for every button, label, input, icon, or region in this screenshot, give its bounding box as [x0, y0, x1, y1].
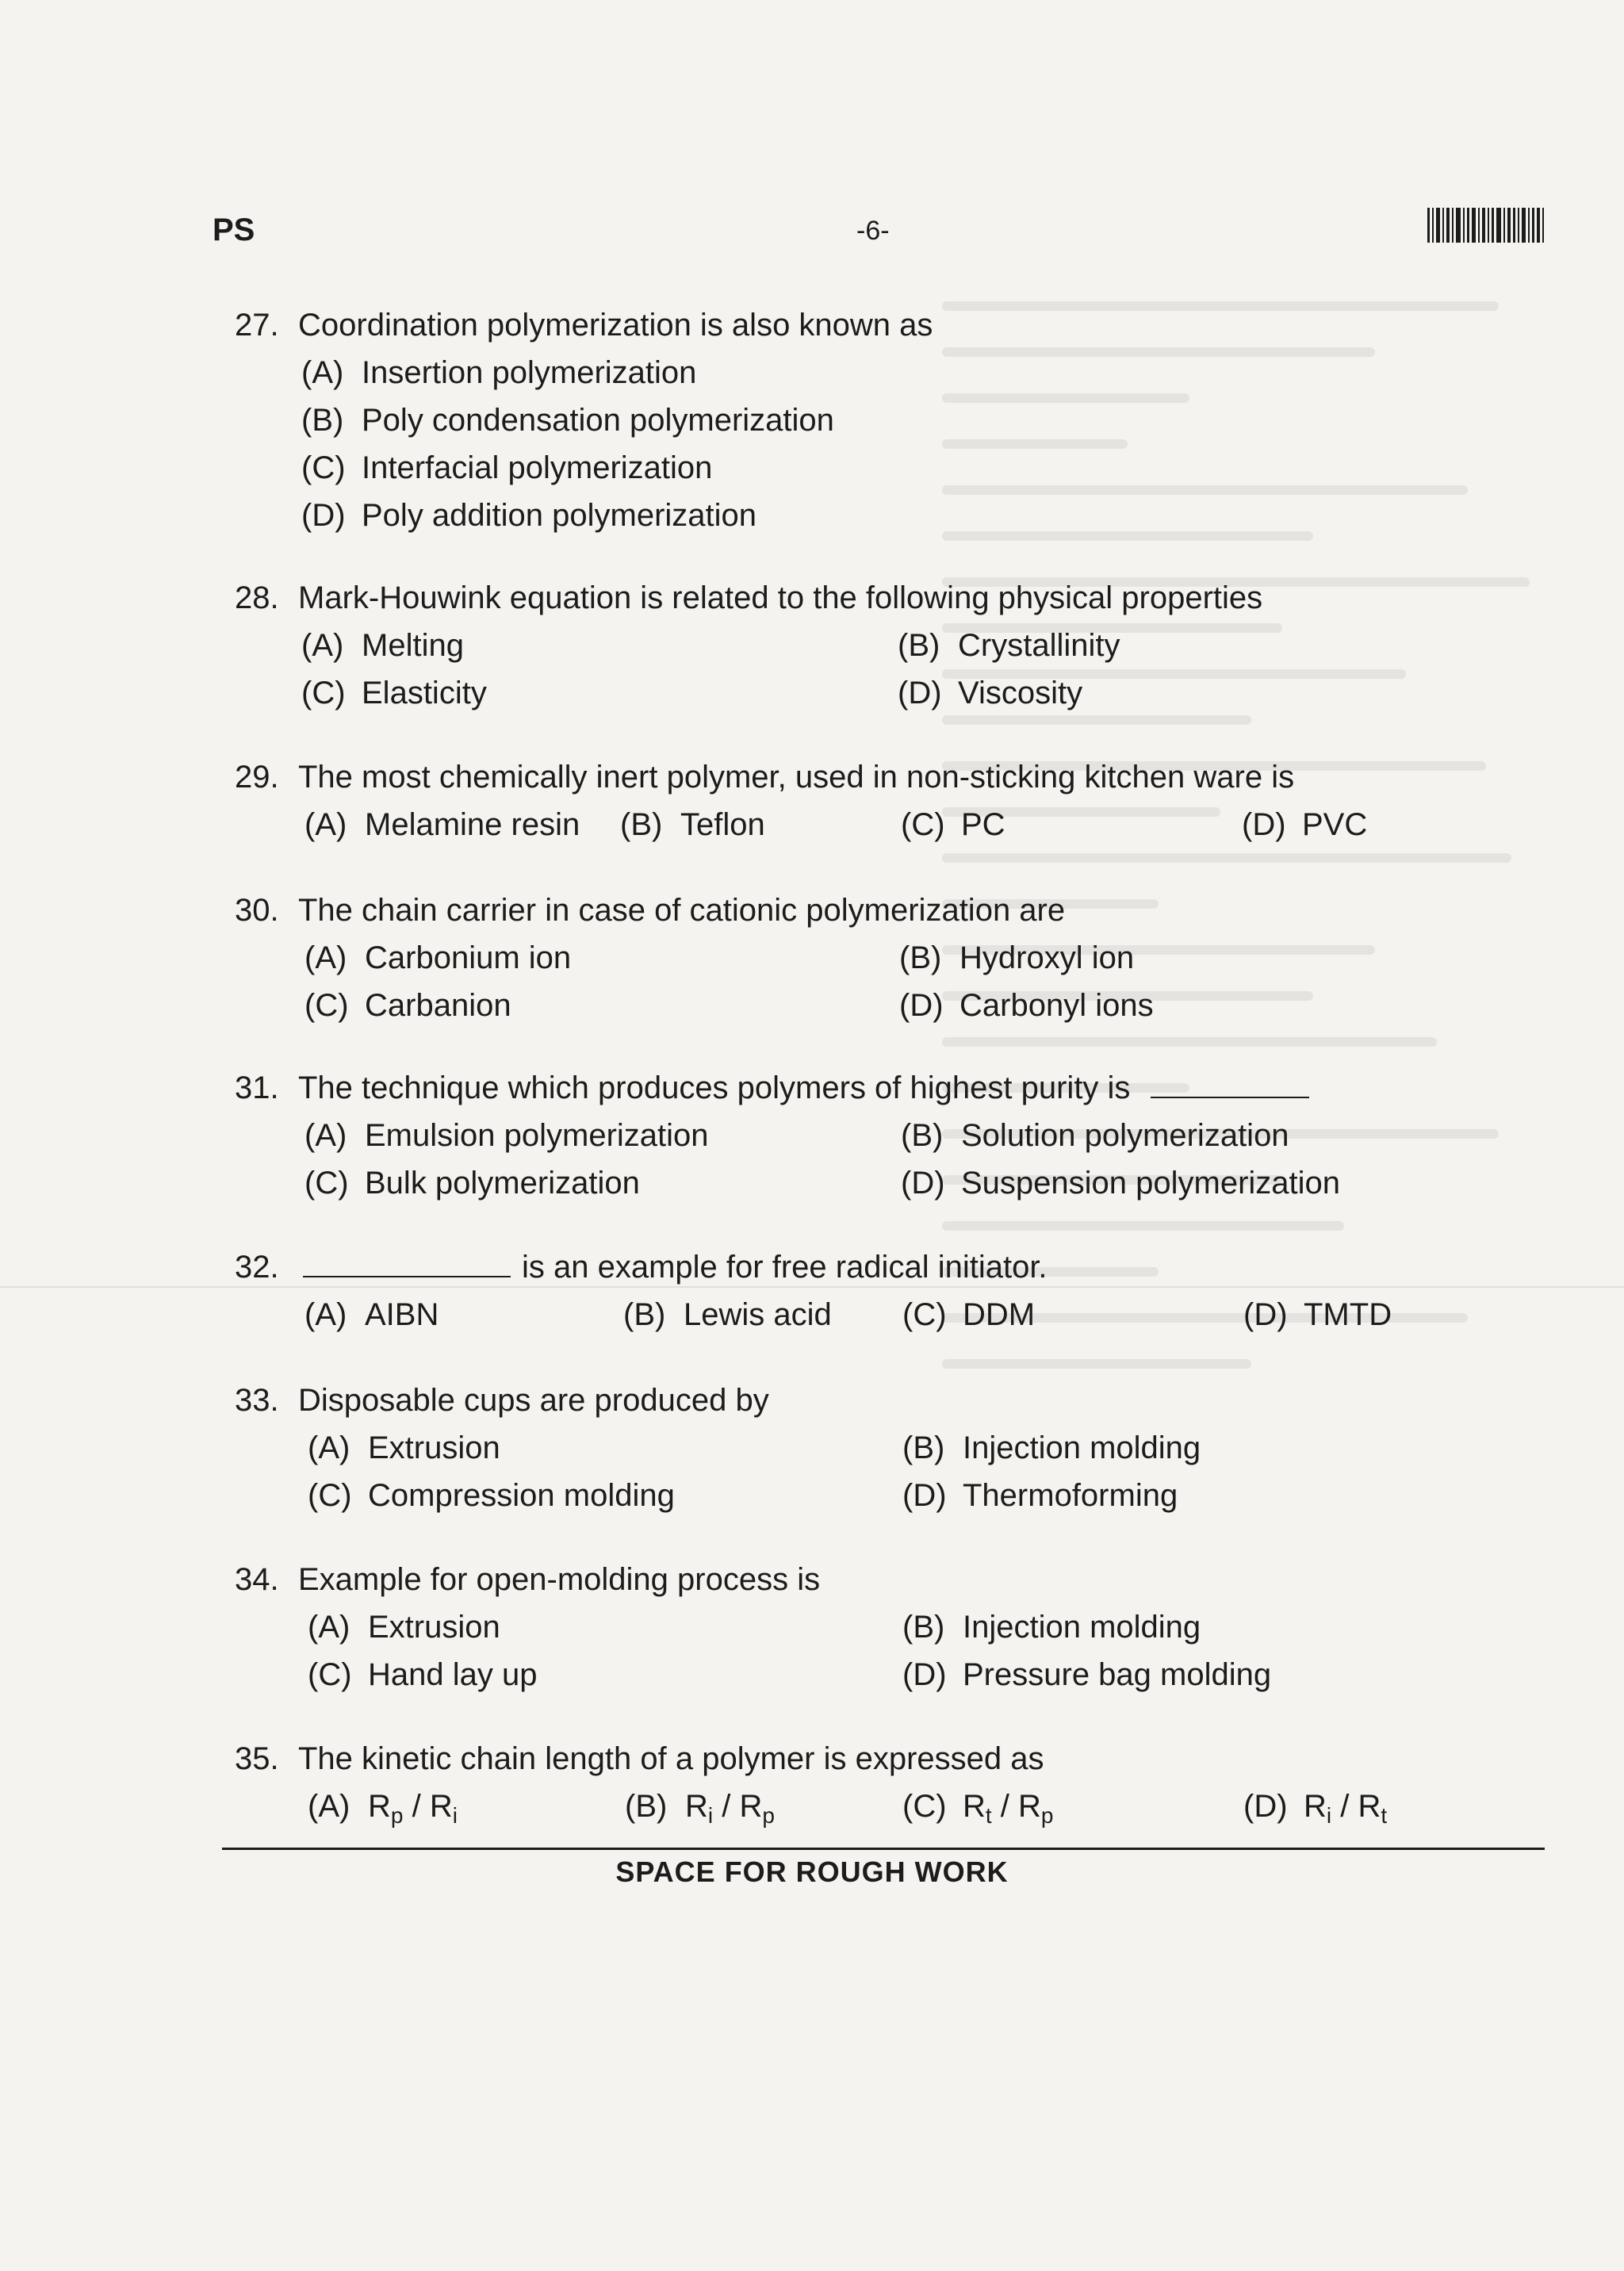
option-text: DDM [963, 1297, 1036, 1332]
option-text: Poly addition polymerization [362, 498, 757, 533]
answer-blank [303, 1276, 511, 1277]
option-text: Melamine resin [365, 807, 580, 842]
answer-blank [1151, 1097, 1309, 1098]
options [235, 1424, 1583, 1519]
option-text: Bulk polymerization [365, 1166, 640, 1201]
options [235, 622, 1583, 717]
option-label: (C) [902, 1297, 947, 1332]
option-label: (C) [901, 807, 945, 842]
option-text: Hydroxyl ion [959, 940, 1135, 975]
rate-symbol: R [1358, 1789, 1381, 1824]
question-text: Example for open-molding process is [298, 1562, 821, 1597]
option-b [902, 1603, 1201, 1651]
option-label: (A) [301, 628, 344, 663]
option-label: (D) [902, 1478, 947, 1513]
option-text: Viscosity [958, 676, 1083, 710]
option-b [301, 396, 834, 444]
rate-subscript: p [762, 1803, 775, 1828]
rate-symbol: R [685, 1789, 708, 1824]
option-label: (C) [902, 1789, 947, 1824]
question-stem [235, 1064, 1583, 1112]
barcode-icon [1427, 208, 1546, 243]
option-text: Suspension polymerization [961, 1166, 1341, 1201]
option-a [304, 934, 571, 982]
option-label: (D) [1243, 1789, 1288, 1824]
option-d [301, 492, 756, 539]
rate-symbol: R [429, 1789, 453, 1824]
option-c [902, 1291, 1035, 1338]
option-label: (A) [304, 940, 347, 975]
question-stem [235, 753, 1583, 801]
option-d [902, 1472, 1178, 1519]
question-27 [235, 301, 1583, 539]
question-text: Coordination polymerization is also known as [298, 308, 933, 343]
options [235, 1291, 1583, 1338]
option-label: (C) [304, 1166, 349, 1201]
question-28 [235, 574, 1583, 717]
option-label: (A) [304, 1297, 347, 1332]
option-a [301, 349, 696, 396]
question-31 [235, 1064, 1583, 1207]
option-label: (B) [901, 1118, 944, 1153]
question-text: The technique which produces polymers of highest purity is [298, 1070, 1131, 1105]
option-text: Compression molding [368, 1478, 675, 1513]
option-label: (C) [308, 1657, 352, 1692]
option-c [308, 1472, 675, 1519]
option-d [1242, 801, 1367, 848]
paper-code: PS [213, 213, 255, 247]
option-text: Crystallinity [958, 628, 1120, 663]
option-d [898, 669, 1082, 717]
option-label: (C) [301, 450, 346, 485]
option-label: (D) [301, 498, 346, 533]
option-label: (A) [308, 1430, 350, 1465]
rough-work-label: SPACE FOR ROUGH WORK [615, 1855, 1009, 1888]
options [235, 801, 1583, 848]
question-32 [235, 1243, 1583, 1338]
option-a: (A) $R_p / R_i$ [308, 1783, 458, 1830]
option-a [301, 622, 464, 669]
option-text: Elasticity [362, 676, 487, 710]
rate-symbol: R [368, 1789, 391, 1824]
option-label: (B) [902, 1610, 945, 1645]
rate-symbol: R [1304, 1789, 1327, 1824]
option-label: (B) [620, 807, 663, 842]
option-text: Solution polymerization [961, 1118, 1289, 1153]
option-a [304, 801, 580, 848]
options [235, 1603, 1583, 1698]
question-number: 34. [235, 1562, 279, 1597]
options [235, 934, 1583, 1029]
option-b [899, 934, 1134, 982]
option-c [301, 444, 712, 492]
question-text: Disposable cups are produced by [298, 1383, 769, 1418]
rate-subscript: p [1040, 1803, 1054, 1828]
question-stem [235, 574, 1583, 622]
option-text: Insertion polymerization [362, 355, 697, 390]
option-label: (D) [1242, 807, 1286, 842]
option-label: (C) [308, 1478, 352, 1513]
option-text: Emulsion polymerization [365, 1118, 709, 1153]
option-text: Interfacial polymerization [362, 450, 713, 485]
option-text: Hand lay up [368, 1657, 538, 1692]
rate-symbol: R [963, 1789, 986, 1824]
question-30 [235, 887, 1583, 1029]
option-label: (B) [625, 1789, 668, 1824]
question-text: is an example for free radical initiator. [522, 1250, 1048, 1285]
option-b [901, 1112, 1289, 1159]
option-label: (D) [899, 988, 944, 1023]
option-b [620, 801, 765, 848]
option-text: Lewis acid [684, 1297, 832, 1332]
question-number: 28. [235, 580, 279, 615]
option-text: Teflon [680, 807, 765, 842]
question-29 [235, 753, 1583, 848]
question-stem [235, 887, 1583, 934]
question-text: Mark-Houwink equation is related to the following physical properties [298, 580, 1263, 615]
option-d [899, 982, 1154, 1029]
option-text: Extrusion [368, 1610, 500, 1645]
option-text: PVC [1302, 807, 1368, 842]
question-35 [235, 1735, 1583, 1830]
options [235, 1112, 1583, 1207]
options [235, 1783, 1583, 1830]
option-text: Thermoforming [963, 1478, 1178, 1513]
option-c [308, 1651, 537, 1698]
option-label: (D) [901, 1166, 945, 1201]
rate-subscript: t [1381, 1803, 1388, 1828]
question-stem [235, 1735, 1583, 1783]
question-number: 31. [235, 1070, 279, 1105]
rate-symbol: R [1018, 1789, 1041, 1824]
option-text: Carbonium ion [365, 940, 572, 975]
option-a [304, 1112, 709, 1159]
option-label: (B) [898, 628, 940, 663]
question-number: 30. [235, 893, 279, 928]
option-text: Injection molding [963, 1430, 1201, 1465]
question-number: 29. [235, 760, 279, 795]
question-number: 32. [235, 1250, 279, 1285]
rate-subscript: t [985, 1803, 992, 1828]
options [235, 349, 1583, 539]
option-c [301, 669, 487, 717]
option-text: PC [961, 807, 1005, 842]
option-c [304, 982, 511, 1029]
option-label: (D) [902, 1657, 947, 1692]
option-d [902, 1651, 1271, 1698]
option-text: Melting [362, 628, 464, 663]
question-stem [235, 1243, 1583, 1291]
option-d: (D) $R_i / R_t$ [1243, 1783, 1387, 1830]
question-number: 33. [235, 1383, 279, 1418]
option-text: Injection molding [963, 1610, 1201, 1645]
question-number: 35. [235, 1741, 279, 1776]
question-text: The chain carrier in case of cationic polymerization are [298, 893, 1066, 928]
option-b [902, 1424, 1201, 1472]
page-number: -6- [856, 216, 890, 246]
rate-subscript: i [452, 1803, 458, 1828]
rate-subscript: i [707, 1803, 714, 1828]
option-label: (B) [301, 403, 344, 438]
option-label: (C) [301, 676, 346, 710]
question-stem [235, 1377, 1583, 1424]
option-label: (A) [308, 1610, 350, 1645]
option-label: (A) [308, 1789, 350, 1824]
rate-subscript: i [1326, 1803, 1332, 1828]
option-c [304, 1159, 640, 1207]
option-label: (D) [898, 676, 942, 710]
rough-work-divider [222, 1848, 1545, 1850]
option-label: (B) [623, 1297, 666, 1332]
option-text: TMTD [1304, 1297, 1392, 1332]
option-text: Pressure bag molding [963, 1657, 1272, 1692]
question-text: The kinetic chain length of a polymer is expressed as [298, 1741, 1044, 1776]
option-text: Carbonyl ions [959, 988, 1154, 1023]
option-label: (A) [304, 1118, 347, 1153]
question-text: The most chemically inert polymer, used in non-sticking kitchen ware is [298, 760, 1295, 795]
option-d [1243, 1291, 1392, 1338]
option-label: (B) [899, 940, 942, 975]
question-number: 27. [235, 308, 279, 343]
option-text: AIBN [365, 1297, 439, 1332]
question-stem [235, 301, 1583, 349]
question-stem [235, 1556, 1583, 1603]
option-label: (A) [301, 355, 344, 390]
option-a [308, 1424, 500, 1472]
option-label: (D) [1243, 1297, 1288, 1332]
rate-symbol: R [739, 1789, 763, 1824]
option-a [304, 1291, 439, 1338]
option-b [623, 1291, 832, 1338]
option-c: (C) $R_t / R_p$ [902, 1783, 1053, 1830]
question-33 [235, 1377, 1583, 1519]
option-label: (A) [304, 807, 347, 842]
question-34 [235, 1556, 1583, 1698]
option-c [901, 801, 1005, 848]
option-text: Carbanion [365, 988, 511, 1023]
rate-subscript: p [390, 1803, 404, 1828]
option-a [308, 1603, 500, 1651]
option-label: (C) [304, 988, 349, 1023]
option-d [901, 1159, 1340, 1207]
option-text: Poly condensation polymerization [362, 403, 834, 438]
option-b [898, 622, 1120, 669]
option-b: (B) $R_i / R_p$ [625, 1783, 775, 1830]
option-text: Extrusion [368, 1430, 500, 1465]
option-label: (B) [902, 1430, 945, 1465]
